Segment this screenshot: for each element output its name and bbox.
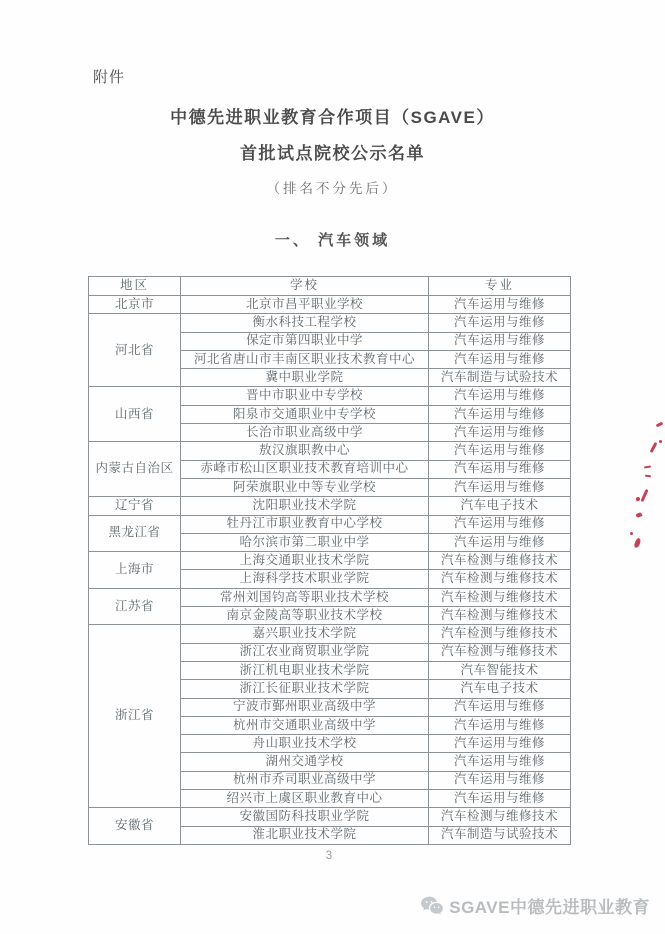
footer-brand [420,893,650,918]
school-cell: 浙江机电职业技术学院 [181,661,429,679]
attachment-label: 附件 [93,69,126,86]
column-header-region: 地区 [89,277,181,296]
major-cell: 汽车检测与维修技术 [429,625,571,643]
red-stamp-mark [636,497,641,502]
major-cell: 汽车电子技术 [429,497,571,515]
red-stamp-mark [659,440,662,443]
major-cell: 汽车智能技术 [429,661,571,679]
red-stamp-mark [650,442,658,453]
major-cell: 汽车运用与维修 [429,350,571,368]
column-header-major: 专业 [429,277,571,296]
major-cell: 汽车检测与维修技术 [429,552,571,570]
red-stamp-mark [635,512,642,518]
school-cell: 舟山职业技术学校 [181,735,429,753]
region-cell: 安徽省 [89,808,181,845]
page-number: 3 [325,850,333,862]
major-cell: 汽车电子技术 [429,680,571,698]
school-cell: 上海科学技术职业学院 [181,570,429,588]
red-stamp-mark [640,489,648,502]
major-cell: 汽车检测与维修技术 [429,607,571,625]
school-cell: 阳泉市交通职业中专学校 [181,405,429,423]
table-row [89,515,571,533]
school-cell: 阿荣旗职业中等专业学校 [181,478,429,496]
major-cell: 汽车运用与维修 [429,771,571,789]
school-cell: 淮北职业技术学院 [181,826,429,844]
table-row [89,387,571,405]
major-cell: 汽车检测与维修技术 [429,588,571,606]
region-cell: 内蒙古自治区 [89,442,181,497]
major-cell: 汽车运用与维修 [429,790,571,808]
major-cell: 汽车检测与维修技术 [429,808,571,826]
school-cell: 晋中市职业中专学校 [181,387,429,405]
school-cell: 衡水科技工程学校 [181,314,429,332]
table-row [89,808,571,826]
major-cell: 汽车运用与维修 [429,387,571,405]
red-stamp-mark [644,466,651,469]
school-cell: 保定市第四职业中学 [181,332,429,350]
footer-brand-text: SGAVE中德先进职业教育 [449,898,650,917]
major-cell: 汽车运用与维修 [429,533,571,551]
wechat-icon [420,895,444,917]
school-cell: 绍兴市上虞区职业教育中心 [181,790,429,808]
document-title-line1: 中德先进职业教育合作项目（SGAVE） [170,108,495,127]
school-roster-table [88,276,571,845]
region-cell: 北京市 [89,296,181,314]
school-roster-table-wrap [88,276,570,845]
school-cell: 浙江长征职业技术学院 [181,680,429,698]
school-cell: 北京市昌平职业学校 [181,296,429,314]
region-cell: 山西省 [89,387,181,442]
school-cell: 哈尔滨市第二职业中学 [181,533,429,551]
region-cell: 上海市 [89,552,181,589]
school-cell: 常州刘国钧高等职业技术学校 [181,588,429,606]
school-cell: 赤峰市松山区职业技术教育培训中心 [181,460,429,478]
major-cell: 汽车运用与维修 [429,424,571,442]
document-subtitle: （排名不分先后） [266,181,399,196]
major-cell: 汽车运用与维修 [429,735,571,753]
school-cell: 冀中职业学院 [181,369,429,387]
school-cell: 牡丹江市职业教育中心学校 [181,515,429,533]
major-cell: 汽车检测与维修技术 [429,643,571,661]
region-cell: 辽宁省 [89,497,181,515]
major-cell: 汽车运用与维修 [429,753,571,771]
column-header-school: 学校 [181,277,429,296]
region-cell: 黑龙江省 [89,515,181,552]
school-cell: 敖汉旗职教中心 [181,442,429,460]
major-cell: 汽车运用与维修 [429,716,571,734]
school-cell: 安徽国防科技职业学院 [181,808,429,826]
major-cell: 汽车运用与维修 [429,460,571,478]
school-cell: 河北省唐山市丰南区职业技术教育中心 [181,350,429,368]
school-cell: 宁波市鄞州职业高级中学 [181,698,429,716]
red-stamp-mark [656,422,664,428]
table-row [89,588,571,606]
table-body [89,296,571,845]
table-row [89,296,571,314]
school-cell: 湖州交通学校 [181,753,429,771]
major-cell: 汽车制造与试验技术 [429,369,571,387]
school-cell: 杭州市交通职业高级中学 [181,716,429,734]
major-cell: 汽车运用与维修 [429,314,571,332]
region-cell: 浙江省 [89,625,181,808]
school-cell: 南京金陵高等职业技术学校 [181,607,429,625]
red-stamp-mark [630,532,633,535]
region-cell: 江苏省 [89,588,181,625]
major-cell: 汽车检测与维修技术 [429,570,571,588]
school-cell: 长治市职业高级中学 [181,424,429,442]
major-cell: 汽车运用与维修 [429,442,571,460]
red-stamp-mark [634,537,642,548]
school-cell: 上海交通职业技术学院 [181,552,429,570]
major-cell: 汽车运用与维修 [429,478,571,496]
table-row [89,625,571,643]
major-cell: 汽车运用与维修 [429,332,571,350]
section-heading: 一、 汽车领域 [274,232,391,249]
major-cell: 汽车制造与试验技术 [429,826,571,844]
school-cell: 浙江农业商贸职业学院 [181,643,429,661]
table-row [89,497,571,515]
document-title-line2: 首批试点院校公示名单 [240,144,425,163]
major-cell: 汽车运用与维修 [429,515,571,533]
table-row [89,314,571,332]
table-row [89,552,571,570]
school-cell: 嘉兴职业技术学院 [181,625,429,643]
school-cell: 杭州市乔司职业高级中学 [181,771,429,789]
red-stamp-mark [645,475,651,478]
table-header-row [89,277,571,296]
school-cell: 沈阳职业技术学院 [181,497,429,515]
major-cell: 汽车运用与维修 [429,698,571,716]
region-cell: 河北省 [89,314,181,387]
major-cell: 汽车运用与维修 [429,296,571,314]
major-cell: 汽车运用与维修 [429,405,571,423]
table-row [89,442,571,460]
